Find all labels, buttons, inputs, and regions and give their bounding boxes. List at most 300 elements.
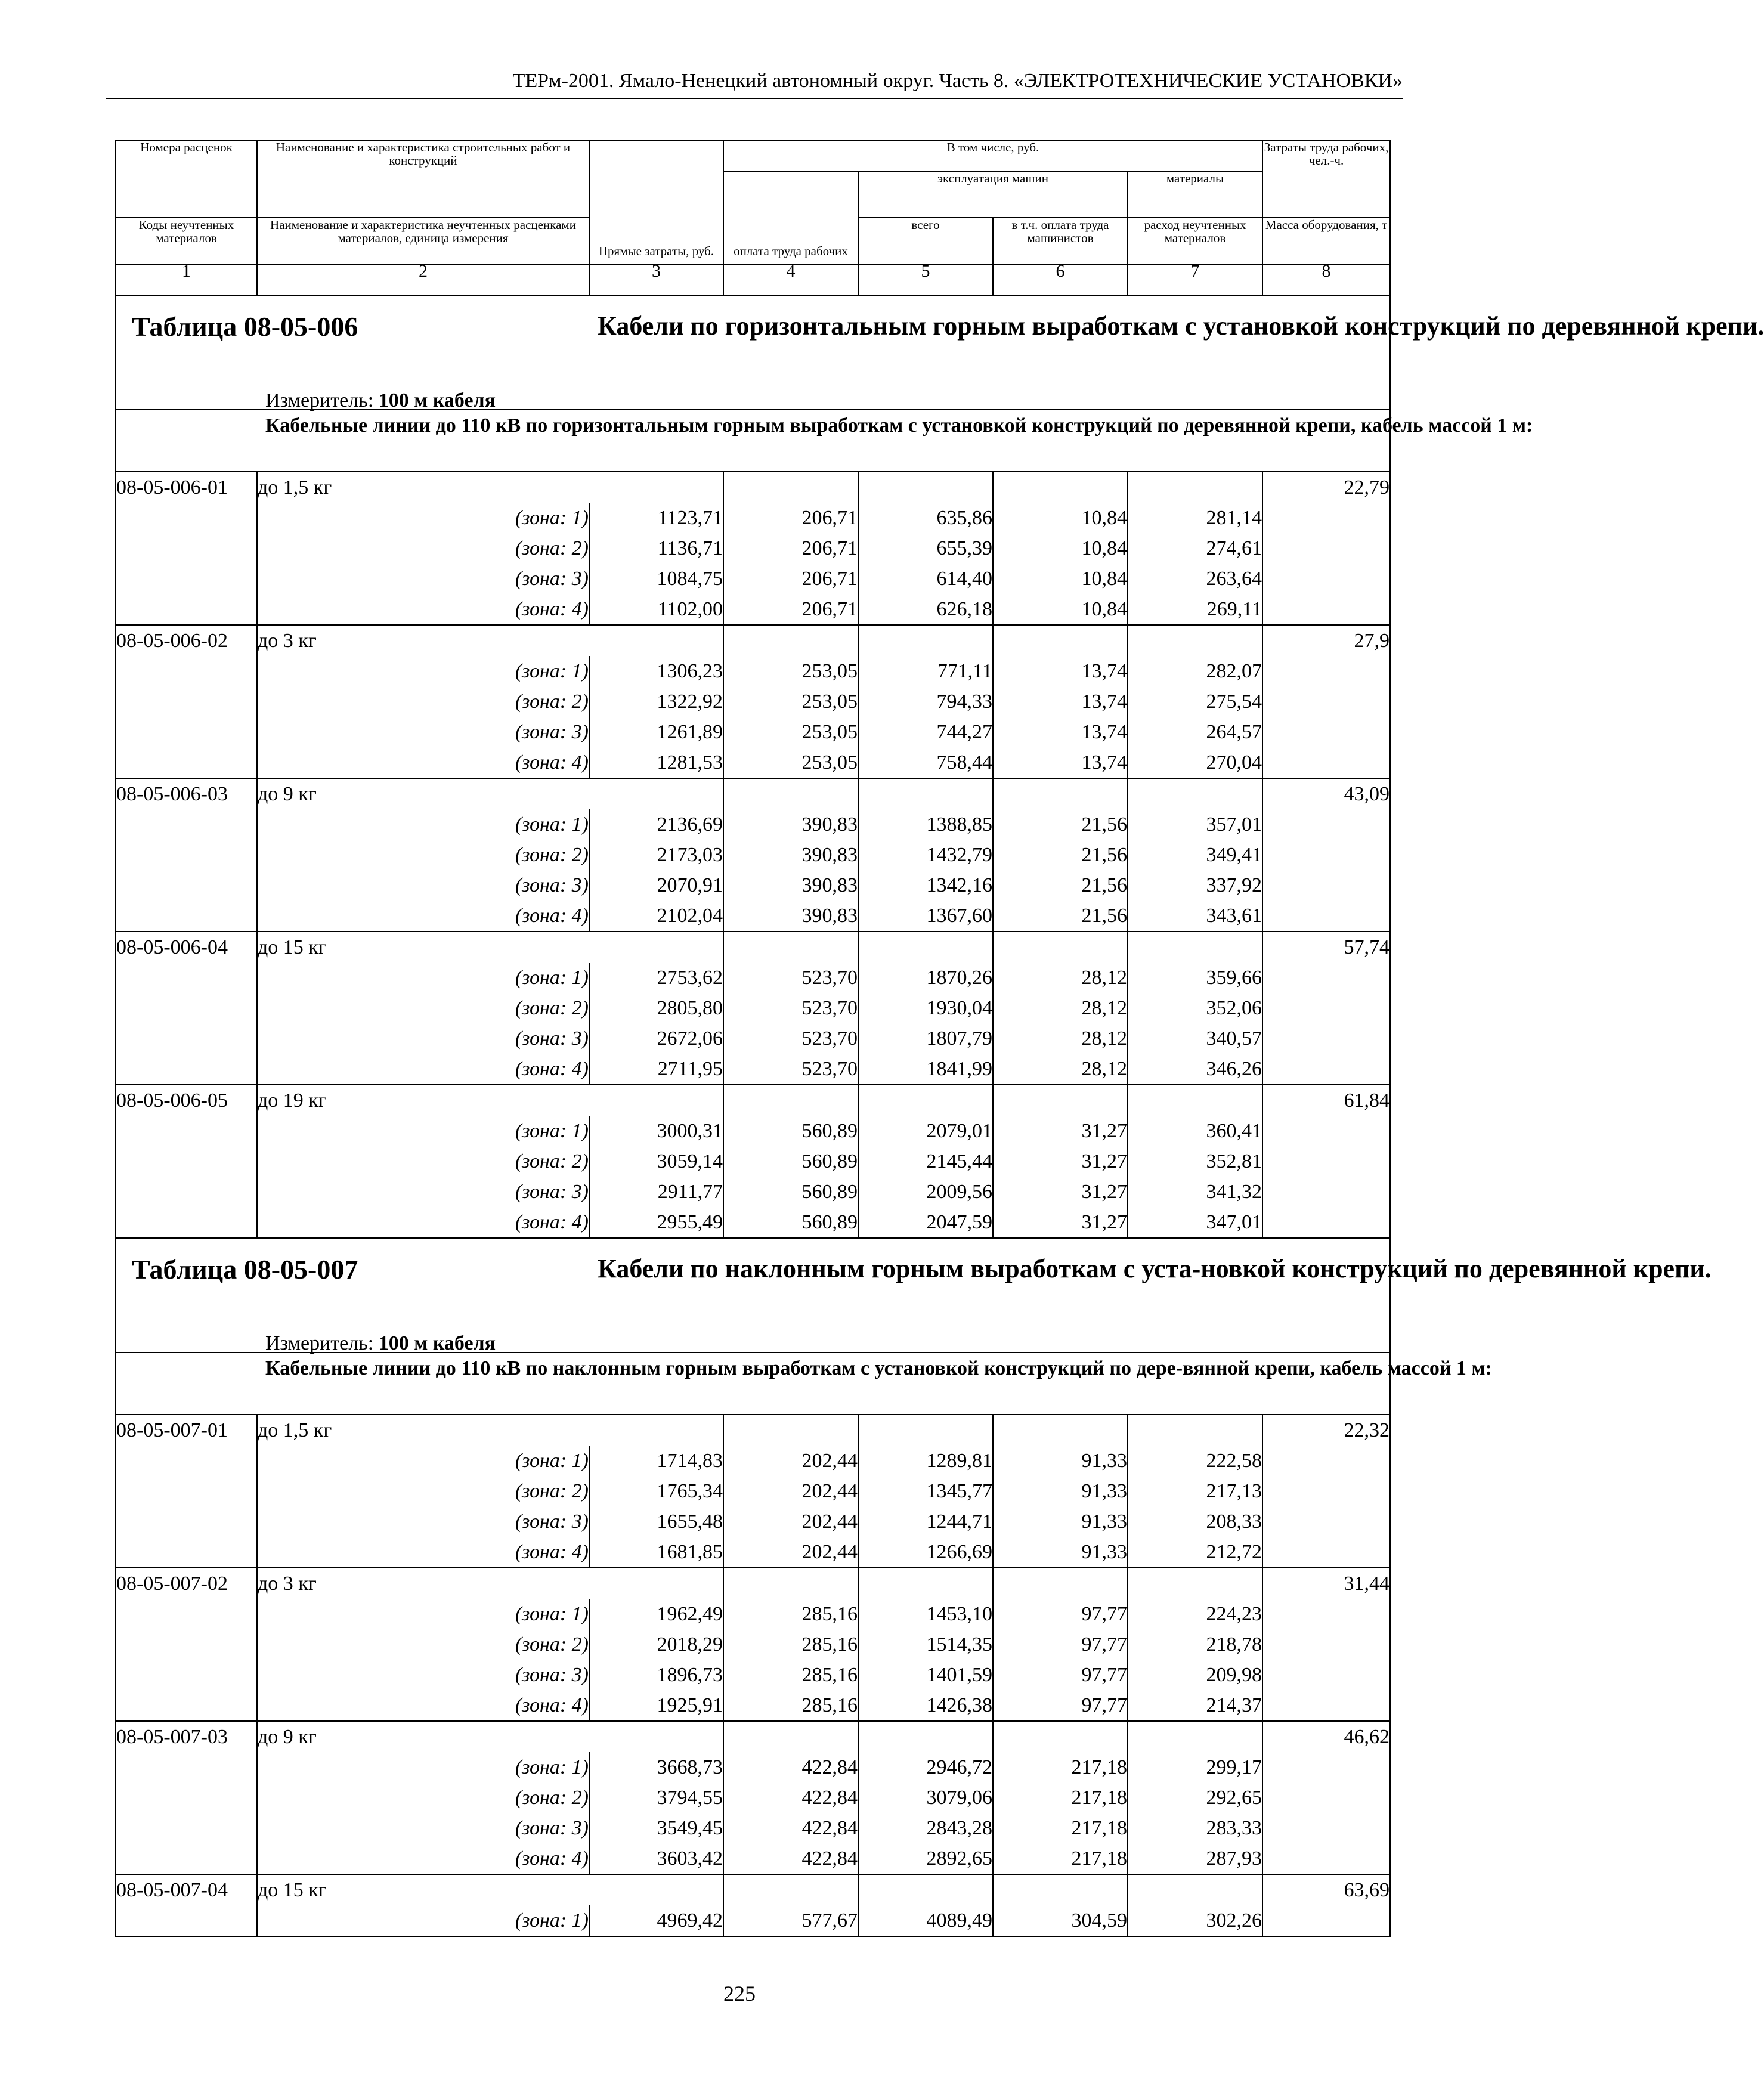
zone-label: (зона: 3) [257, 1813, 589, 1843]
machine-total: 626,18 [858, 594, 993, 625]
empty-cell [116, 1629, 257, 1660]
materials-cost: 352,06 [1128, 993, 1262, 1023]
machinist-pay: 21,56 [993, 809, 1128, 840]
machine-total: 2892,65 [858, 1843, 993, 1874]
machine-total: 744,27 [858, 717, 993, 747]
table-row [116, 1415, 1390, 1446]
labor-cost: 63,69 [1262, 1874, 1390, 1905]
direct-cost: 1655,48 [589, 1506, 723, 1537]
table-row [116, 1146, 1390, 1177]
direct-cost: 1261,89 [589, 717, 723, 747]
labor-cost: 61,84 [1262, 1085, 1390, 1116]
labor-cost: 22,32 [1262, 1415, 1390, 1446]
zone-label: (зона: 2) [257, 1782, 589, 1813]
table-row [116, 900, 1390, 932]
direct-cost: 3794,55 [589, 1782, 723, 1813]
worker-pay: 390,83 [723, 900, 858, 932]
direct-cost: 1281,53 [589, 747, 723, 778]
empty-cell [1128, 778, 1262, 809]
materials-cost: 302,26 [1128, 1905, 1262, 1936]
empty-cell [1262, 564, 1390, 594]
column-number: 7 [1128, 264, 1262, 295]
empty-cell [858, 932, 993, 963]
page-number: 225 [723, 1982, 756, 2006]
empty-cell [1262, 870, 1390, 900]
empty-cell [1262, 1905, 1390, 1936]
zone-label: (зона: 3) [257, 564, 589, 594]
worker-pay: 523,70 [723, 963, 858, 993]
worker-pay: 206,71 [723, 533, 858, 564]
empty-cell [116, 1476, 257, 1506]
machinist-pay: 28,12 [993, 963, 1128, 993]
machinist-pay: 217,18 [993, 1813, 1128, 1843]
empty-cell [116, 533, 257, 564]
table-row [116, 809, 1390, 840]
worker-pay: 253,05 [723, 747, 858, 778]
direct-cost: 2711,95 [589, 1054, 723, 1085]
empty-cell [1262, 717, 1390, 747]
table-row [116, 1537, 1390, 1568]
rate-code: 08-05-007-04 [116, 1874, 257, 1905]
table-title: Кабели по горизонтальным горным выработкам с установкой конструкций по деревянной крепи. [598, 311, 1764, 341]
rate-code: 08-05-007-02 [116, 1568, 257, 1599]
table-header [116, 140, 1390, 295]
machinist-pay: 13,74 [993, 656, 1128, 686]
zone-label: (зона: 3) [257, 1023, 589, 1054]
machinist-pay: 31,27 [993, 1177, 1128, 1207]
zone-label: (зона: 4) [257, 1690, 589, 1721]
empty-cell [116, 1843, 257, 1874]
materials-cost: 346,26 [1128, 1054, 1262, 1085]
empty-cell [1262, 1476, 1390, 1506]
empty-cell [1128, 1568, 1262, 1599]
machinist-pay: 10,84 [993, 564, 1128, 594]
empty-cell [1128, 932, 1262, 963]
materials-cost: 341,32 [1128, 1177, 1262, 1207]
materials-cost: 270,04 [1128, 747, 1262, 778]
machinist-pay: 31,27 [993, 1116, 1128, 1146]
empty-cell [993, 1874, 1128, 1905]
machine-total: 2843,28 [858, 1813, 993, 1843]
empty-cell [116, 1116, 257, 1146]
table-row [116, 564, 1390, 594]
measure-unit [265, 385, 496, 416]
direct-cost: 1681,85 [589, 1537, 723, 1568]
empty-cell [116, 503, 257, 533]
machinist-pay: 21,56 [993, 840, 1128, 870]
table-row [116, 1690, 1390, 1721]
empty-cell [116, 1506, 257, 1537]
measure-value: 100 м кабеля [378, 389, 496, 411]
empty-cell [1262, 1813, 1390, 1843]
header-col1-bottom: Коды неучтенных материалов [116, 218, 257, 264]
table-row [116, 963, 1390, 993]
header-materials: материалы [1128, 171, 1262, 218]
worker-pay: 253,05 [723, 686, 858, 717]
empty-cell [116, 1537, 257, 1568]
empty-cell [116, 1813, 257, 1843]
worker-pay: 285,16 [723, 1629, 858, 1660]
empty-cell [1128, 1874, 1262, 1905]
direct-cost: 2136,69 [589, 809, 723, 840]
materials-cost: 360,41 [1128, 1116, 1262, 1146]
header-col3: Прямые затраты, руб. [589, 140, 723, 264]
zone-label: (зона: 1) [257, 1752, 589, 1782]
worker-pay: 202,44 [723, 1476, 858, 1506]
table-row [116, 1905, 1390, 1936]
zone-label: (зона: 2) [257, 993, 589, 1023]
machinist-pay: 13,74 [993, 747, 1128, 778]
empty-cell [116, 963, 257, 993]
empty-cell [723, 1721, 858, 1752]
zone-label: (зона: 2) [257, 533, 589, 564]
worker-pay: 577,67 [723, 1905, 858, 1936]
empty-cell [1262, 747, 1390, 778]
zone-label: (зона: 2) [257, 1146, 589, 1177]
table-row [116, 778, 1390, 809]
direct-cost: 2805,80 [589, 993, 723, 1023]
table-row [116, 870, 1390, 900]
table-row [116, 932, 1390, 963]
machinist-pay: 217,18 [993, 1782, 1128, 1813]
table-row [116, 472, 1390, 503]
worker-pay: 422,84 [723, 1843, 858, 1874]
materials-cost: 347,01 [1128, 1207, 1262, 1238]
machine-total: 1401,59 [858, 1660, 993, 1690]
empty-cell [1262, 1446, 1390, 1476]
header-machines: эксплуатация машин [858, 171, 1128, 218]
machinist-pay: 10,84 [993, 533, 1128, 564]
empty-cell [723, 932, 858, 963]
zone-label: (зона: 4) [257, 1843, 589, 1874]
empty-cell [993, 932, 1128, 963]
zone-label: (зона: 4) [257, 1207, 589, 1238]
rate-name: до 3 кг [257, 625, 723, 656]
worker-pay: 206,71 [723, 564, 858, 594]
rate-name: до 15 кг [257, 1874, 723, 1905]
table-row [116, 503, 1390, 533]
worker-pay: 422,84 [723, 1782, 858, 1813]
empty-cell [723, 1568, 858, 1599]
direct-cost: 2955,49 [589, 1207, 723, 1238]
machine-total: 1432,79 [858, 840, 993, 870]
empty-cell [858, 472, 993, 503]
labor-cost: 22,79 [1262, 472, 1390, 503]
worker-pay: 390,83 [723, 809, 858, 840]
empty-cell [1262, 1054, 1390, 1085]
machine-total: 2047,59 [858, 1207, 993, 1238]
table-row [116, 1874, 1390, 1905]
direct-cost: 1084,75 [589, 564, 723, 594]
header-incl: В том числе, руб. [723, 140, 1262, 171]
table-row [116, 1446, 1390, 1476]
empty-cell [116, 1782, 257, 1813]
machine-total: 1807,79 [858, 1023, 993, 1054]
table-row [116, 717, 1390, 747]
header-col2-top: Наименование и характеристика строительных работ и конструкций [257, 140, 589, 218]
materials-cost: 212,72 [1128, 1537, 1262, 1568]
table-row [116, 533, 1390, 564]
zone-label: (зона: 2) [257, 840, 589, 870]
zone-label: (зона: 4) [257, 1537, 589, 1568]
worker-pay: 253,05 [723, 717, 858, 747]
worker-pay: 422,84 [723, 1752, 858, 1782]
rate-code: 08-05-007-03 [116, 1721, 257, 1752]
empty-cell [116, 870, 257, 900]
zone-label: (зона: 3) [257, 1177, 589, 1207]
empty-cell [858, 1085, 993, 1116]
zone-label: (зона: 1) [257, 1905, 589, 1936]
empty-cell [993, 1085, 1128, 1116]
table-row [116, 993, 1390, 1023]
header-col2-bottom: Наименование и характеристика неучтенных расценками материалов, единица измерения [257, 218, 589, 264]
machinist-pay: 10,84 [993, 594, 1128, 625]
direct-cost: 1925,91 [589, 1690, 723, 1721]
machine-total: 1342,16 [858, 870, 993, 900]
zone-label: (зона: 2) [257, 1629, 589, 1660]
direct-cost: 3603,42 [589, 1843, 723, 1874]
column-number: 8 [1262, 264, 1390, 295]
table-row [116, 1568, 1390, 1599]
zone-label: (зона: 4) [257, 747, 589, 778]
subtitle-block [116, 1353, 1492, 1415]
machine-total: 1514,35 [858, 1629, 993, 1660]
rate-name: до 19 кг [257, 1085, 723, 1116]
zone-label: (зона: 2) [257, 686, 589, 717]
machinist-pay: 91,33 [993, 1476, 1128, 1506]
table-row [116, 1752, 1390, 1782]
table-id: Таблица 08-05-007 [132, 1254, 358, 1285]
machinist-pay: 31,27 [993, 1146, 1128, 1177]
direct-cost: 1896,73 [589, 1660, 723, 1690]
labor-cost: 31,44 [1262, 1568, 1390, 1599]
machinist-pay: 13,74 [993, 717, 1128, 747]
machinist-pay: 304,59 [993, 1905, 1128, 1936]
table-row [116, 1476, 1390, 1506]
rate-name: до 15 кг [257, 932, 723, 963]
empty-cell [1262, 1207, 1390, 1238]
worker-pay: 560,89 [723, 1207, 858, 1238]
empty-cell [1128, 472, 1262, 503]
worker-pay: 560,89 [723, 1146, 858, 1177]
empty-cell [116, 564, 257, 594]
machinist-pay: 97,77 [993, 1690, 1128, 1721]
rate-name: до 3 кг [257, 1568, 723, 1599]
direct-cost: 1102,00 [589, 594, 723, 625]
empty-cell [116, 1905, 257, 1936]
empty-cell [993, 1568, 1128, 1599]
materials-cost: 349,41 [1128, 840, 1262, 870]
rate-code: 08-05-006-04 [116, 932, 257, 963]
materials-cost: 357,01 [1128, 809, 1262, 840]
empty-cell [116, 1446, 257, 1476]
table-row [116, 1660, 1390, 1690]
machine-total: 2145,44 [858, 1146, 993, 1177]
column-number: 6 [993, 264, 1128, 295]
direct-cost: 1322,92 [589, 686, 723, 717]
materials-cost: 263,64 [1128, 564, 1262, 594]
worker-pay: 285,16 [723, 1599, 858, 1629]
materials-cost: 269,11 [1128, 594, 1262, 625]
empty-cell [1262, 1177, 1390, 1207]
zone-label: (зона: 1) [257, 1116, 589, 1146]
materials-cost: 287,93 [1128, 1843, 1262, 1874]
machinist-pay: 97,77 [993, 1660, 1128, 1690]
empty-cell [1128, 1415, 1262, 1446]
machine-total: 614,40 [858, 564, 993, 594]
machinist-pay: 217,18 [993, 1843, 1128, 1874]
column-number: 1 [116, 264, 257, 295]
empty-cell [1262, 809, 1390, 840]
zone-label: (зона: 1) [257, 809, 589, 840]
worker-pay: 202,44 [723, 1506, 858, 1537]
direct-cost: 2070,91 [589, 870, 723, 900]
machine-total: 1841,99 [858, 1054, 993, 1085]
machine-total: 758,44 [858, 747, 993, 778]
machine-total: 4089,49 [858, 1905, 993, 1936]
labor-cost: 57,74 [1262, 932, 1390, 963]
direct-cost: 3059,14 [589, 1146, 723, 1177]
table-row [116, 1782, 1390, 1813]
machine-total: 1266,69 [858, 1537, 993, 1568]
empty-cell [116, 1146, 257, 1177]
table-row [116, 1177, 1390, 1207]
empty-cell [1262, 900, 1390, 932]
direct-cost: 1765,34 [589, 1476, 723, 1506]
machine-total: 2009,56 [858, 1177, 993, 1207]
page-header: ТЕРм-2001. Ямало-Ненецкий автономный округ. Часть 8. «ЭЛЕКТРОТЕХНИЧЕСКИЕ УСТАНОВКИ» [106, 64, 1403, 99]
empty-cell [116, 1054, 257, 1085]
table-row [116, 1116, 1390, 1146]
worker-pay: 523,70 [723, 993, 858, 1023]
empty-cell [993, 625, 1128, 656]
materials-cost: 340,57 [1128, 1023, 1262, 1054]
empty-cell [116, 717, 257, 747]
table-row [116, 1721, 1390, 1752]
table-row [116, 747, 1390, 778]
rate-code: 08-05-006-02 [116, 625, 257, 656]
materials-cost: 352,81 [1128, 1146, 1262, 1177]
worker-pay: 285,16 [723, 1690, 858, 1721]
machinist-pay: 21,56 [993, 900, 1128, 932]
header-col7: расход неучтенных материалов [1128, 218, 1262, 264]
empty-cell [993, 778, 1128, 809]
price-table [115, 140, 1764, 1937]
column-number: 3 [589, 264, 723, 295]
materials-cost: 208,33 [1128, 1506, 1262, 1537]
table-subtitle: Кабельные линии до 110 кВ по горизонтальным горным выработкам с установкой конструкций по деревянной крепи, кабель массой 1 м: [265, 414, 1533, 437]
rate-name: до 1,5 кг [257, 1415, 723, 1446]
table-title-block [116, 295, 1764, 411]
direct-cost: 2911,77 [589, 1177, 723, 1207]
empty-cell [116, 594, 257, 625]
table-row [116, 1629, 1390, 1660]
table-id: Таблица 08-05-006 [132, 311, 358, 342]
empty-cell [116, 809, 257, 840]
column-number: 4 [723, 264, 858, 295]
zone-label: (зона: 4) [257, 594, 589, 625]
machine-total: 1244,71 [858, 1506, 993, 1537]
empty-cell [993, 1721, 1128, 1752]
empty-cell [1262, 1660, 1390, 1690]
direct-cost: 3549,45 [589, 1813, 723, 1843]
table-row [116, 840, 1390, 870]
rate-name: до 9 кг [257, 778, 723, 809]
empty-cell [858, 1721, 993, 1752]
empty-cell [723, 472, 858, 503]
materials-cost: 299,17 [1128, 1752, 1262, 1782]
header-col8-bottom: Масса оборудования, т [1262, 218, 1390, 264]
worker-pay: 390,83 [723, 840, 858, 870]
table-title: Кабели по наклонным горным выработкам с уста-новкой конструкций по деревянной крепи. [598, 1254, 1712, 1283]
machinist-pay: 13,74 [993, 686, 1128, 717]
direct-cost: 1123,71 [589, 503, 723, 533]
empty-cell [116, 1207, 257, 1238]
machinist-pay: 97,77 [993, 1629, 1128, 1660]
rate-name: до 1,5 кг [257, 472, 723, 503]
empty-cell [1262, 1537, 1390, 1568]
zone-label: (зона: 3) [257, 717, 589, 747]
table-row [116, 1506, 1390, 1537]
machine-total: 635,86 [858, 503, 993, 533]
machinist-pay: 91,33 [993, 1537, 1128, 1568]
labor-cost: 46,62 [1262, 1721, 1390, 1752]
direct-cost: 4969,42 [589, 1905, 723, 1936]
subtitle-block [116, 410, 1533, 472]
measure-label: Измеритель: [265, 389, 374, 411]
machinist-pay: 21,56 [993, 870, 1128, 900]
materials-cost: 217,13 [1128, 1476, 1262, 1506]
rate-name: до 9 кг [257, 1721, 723, 1752]
empty-cell [1262, 1843, 1390, 1874]
empty-cell [116, 686, 257, 717]
direct-cost: 3000,31 [589, 1116, 723, 1146]
materials-cost: 359,66 [1128, 963, 1262, 993]
machinist-pay: 31,27 [993, 1207, 1128, 1238]
empty-cell [1262, 1506, 1390, 1537]
empty-cell [723, 1415, 858, 1446]
empty-cell [723, 1085, 858, 1116]
machine-total: 771,11 [858, 656, 993, 686]
header-col5: всего [858, 218, 993, 264]
materials-cost: 274,61 [1128, 533, 1262, 564]
rate-code: 08-05-006-05 [116, 1085, 257, 1116]
table-row [116, 1207, 1390, 1238]
empty-cell [1128, 625, 1262, 656]
table-row [116, 1843, 1390, 1874]
machinist-pay: 28,12 [993, 993, 1128, 1023]
direct-cost: 2753,62 [589, 963, 723, 993]
header-col8-top: Затраты труда рабочих, чел.-ч. [1262, 140, 1390, 218]
machinist-pay: 217,18 [993, 1752, 1128, 1782]
column-number: 2 [257, 264, 589, 295]
empty-cell [858, 778, 993, 809]
machine-total: 1870,26 [858, 963, 993, 993]
zone-label: (зона: 1) [257, 656, 589, 686]
direct-cost: 2018,29 [589, 1629, 723, 1660]
empty-cell [723, 778, 858, 809]
worker-pay: 560,89 [723, 1177, 858, 1207]
zone-label: (зона: 1) [257, 1599, 589, 1629]
empty-cell [1262, 1629, 1390, 1660]
empty-cell [116, 656, 257, 686]
machinist-pay: 97,77 [993, 1599, 1128, 1629]
worker-pay: 560,89 [723, 1116, 858, 1146]
table-row [116, 1023, 1390, 1054]
rate-code: 08-05-007-01 [116, 1415, 257, 1446]
empty-cell [858, 1568, 993, 1599]
table-row [116, 686, 1390, 717]
